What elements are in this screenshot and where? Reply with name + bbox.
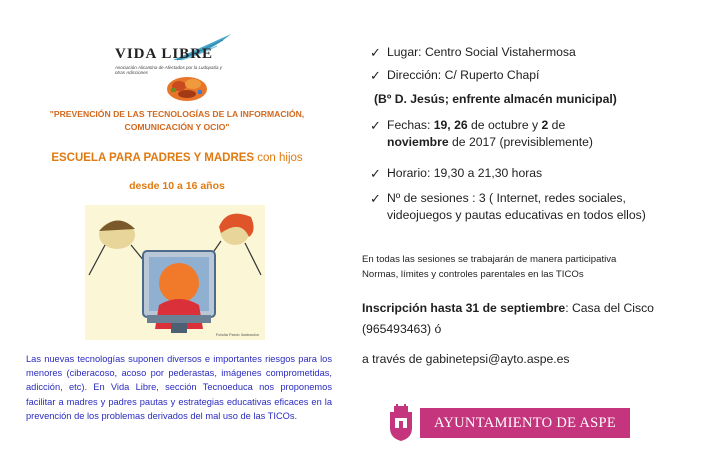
intro-paragraph: Las nuevas tecnologías suponen diversos e importantes riesgos para los menores (ciberacoso, acoso por pederastas, imágenes comprometidas, adicción, etc). En Vida Libre, sección Tecnoeduca nos proponemos facilitar a madres y padres pautas y estrategias educativas eficaces en la prevención de los problemas derivados del mal uso de las TICOs. xyxy=(26,354,332,421)
right-column: ✓ Lugar: Centro Social Vistahermosa ✓ Dirección: C/ Ruperto Chapí (Bº D. Jesús; enfrente almacén municipal) ✓ Fechas: 19, 26 de octubre y 2 de noviembre de 2017 (previsiblemente) ✓ Horario: 19,30 a 21,30 horas ✓ Nº de sesiones : 3 ( Internet, redes sociales, videojuegos y pautas educativas en todos ellos) En todas las sesiones se trabajarán de manera participativa Normas, límites y controles parentales en las TICOs Inscripción hasta 31 de septiembre: Casa del Cisco (965493463) ó a través de gabinetepsi@ayto.aspe.es AYUNTAMIENTO DE ASPE xyxy=(352,0,710,463)
ayuntamiento-logo xyxy=(386,404,630,442)
logo-subtitle: Asociación Alicantina de Afectados por la Ludopatía y otras Adicciones xyxy=(115,65,222,75)
vida-libre-logo xyxy=(115,32,255,102)
registration-email: a través de gabinetepsi@ayto.aspe.es xyxy=(362,352,570,366)
check-icon: ✓ xyxy=(370,166,381,181)
ayuntamiento-banner xyxy=(420,408,630,438)
illustration xyxy=(85,205,265,340)
logo-title: VIDA LIBRE xyxy=(115,46,214,62)
list-item-barrio: (Bº D. Jesús; enfrente almacén municipal) xyxy=(374,92,617,106)
registration-info: Inscripción hasta 31 de septiembre: Casa del Cisco (965493463) ó xyxy=(362,301,654,336)
check-icon: ✓ xyxy=(370,68,381,83)
brain-icon xyxy=(165,74,209,102)
illustration-caption: Fotolia Pardo Ilustración xyxy=(215,332,259,337)
school-heading: ESCUELA PARA PADRES Y MADRES con hijos xyxy=(51,152,303,164)
crest-icon xyxy=(386,404,416,442)
ayuntamiento-label: AYUNTAMIENTO DE ASPE xyxy=(433,414,617,431)
age-range: desde 10 a 16 años xyxy=(129,180,225,192)
check-icon: ✓ xyxy=(370,118,381,133)
program-title: "PREVENCIÓN DE LAS TECNOLOGÍAS DE LA INFORMACIÓN, COMUNICACIÓN Y OCIO" xyxy=(49,109,305,132)
family-screen-illustration xyxy=(85,205,265,340)
check-icon: ✓ xyxy=(370,191,381,206)
check-icon: ✓ xyxy=(370,45,381,60)
sessions-note: En todas las sesiones se trabajarán de manera participativa Normas, límites y controles parentales en las TICOs xyxy=(362,254,617,280)
left-column xyxy=(0,0,350,463)
